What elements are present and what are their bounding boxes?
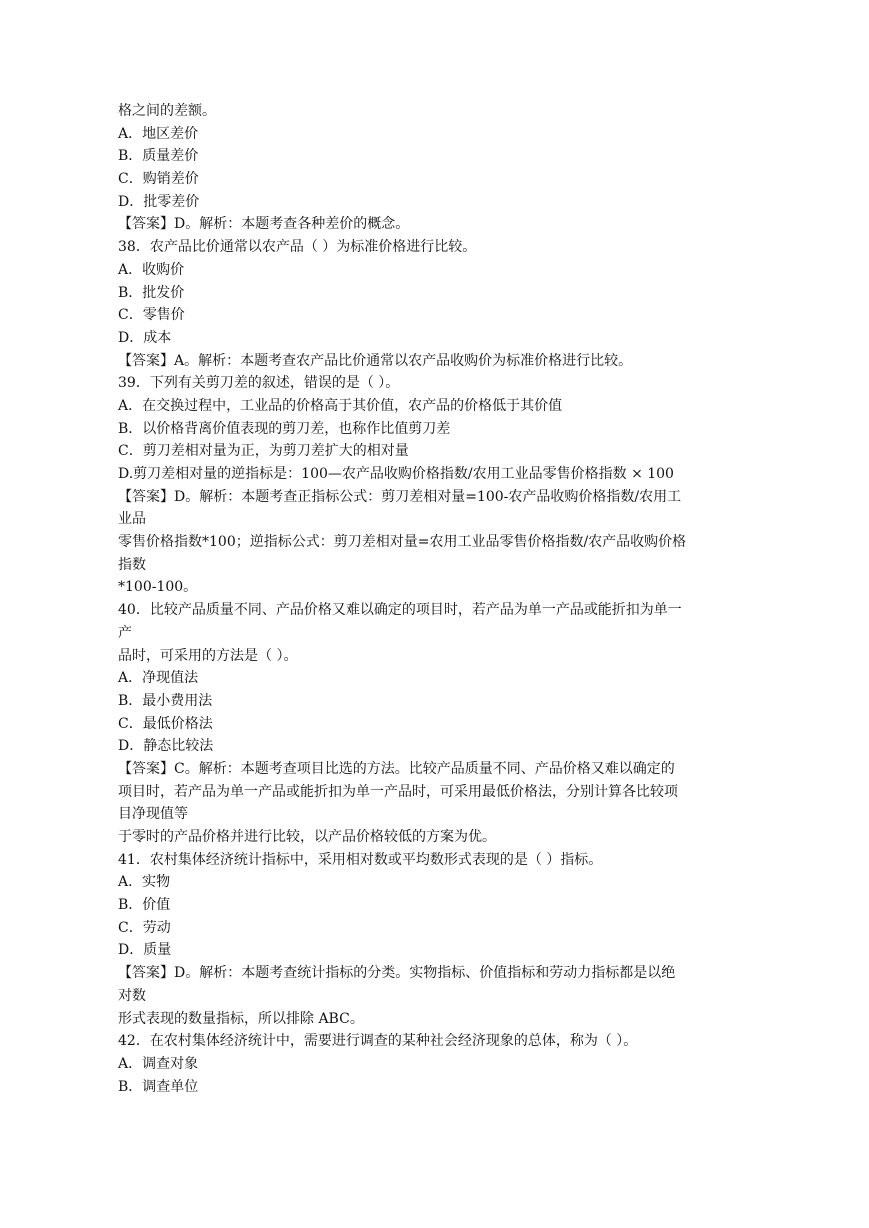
option-a: A．在交换过程中，工业品的价格高于其价值，农产品的价格低于其价值 — [118, 397, 563, 414]
question-41: 41．农村集体经济统计指标中，采用相对数或平均数形式表现的是（ ）指标。 — [118, 851, 603, 868]
option-d: D．质量 — [118, 942, 172, 959]
option-c: C．购销差价 — [118, 171, 199, 188]
option-a: A．收购价 — [118, 261, 185, 278]
answer-line: 【答案】D。解析：本题考查正指标公式：剪刀差相对量=100-农产品收购价格指数/农用工 — [118, 488, 682, 505]
option-b: B．质量差价 — [118, 148, 199, 165]
text-line: *100-100。 — [118, 579, 198, 596]
answer-line: 【答案】D。解析：本题考查统计指标的分类。实物指标、价值指标和劳动力指标都是以绝 — [118, 965, 676, 982]
option-a: A．地区差价 — [118, 125, 199, 142]
answer-line: 【答案】D。解析：本题考查各种差价的概念。 — [118, 216, 410, 233]
text-line: 指数 — [118, 556, 146, 573]
answer-line: 【答案】A。解析：本题考查农产品比价通常以农产品收购价为标准价格进行比较。 — [118, 352, 633, 369]
option-a: A．净现值法 — [118, 670, 199, 687]
option-b: B．最小费用法 — [118, 692, 213, 709]
document-page — [118, 100, 743, 1098]
text-line: 业品 — [118, 511, 146, 528]
text-line: 产 — [118, 624, 132, 641]
question-39: 39．下列有关剪刀差的叙述，错误的是（ ）。 — [118, 375, 400, 392]
option-c: C．劳动 — [118, 919, 171, 936]
option-a: A．实物 — [118, 874, 171, 891]
text-line: 对数 — [118, 987, 146, 1004]
option-d: D．批零差价 — [118, 193, 200, 210]
option-d: D．静态比较法 — [118, 738, 214, 755]
question-42: 42．在农村集体经济统计中，需要进行调查的某种社会经济现象的总体，称为（ ）。 — [118, 1033, 638, 1050]
text-line: 形式表现的数量指标，所以排除 ABC。 — [118, 1010, 364, 1027]
text-line: 零售价格指数*100；逆指标公式：剪刀差相对量=农用工业品零售价格指数/农产品收购价格 — [118, 534, 687, 551]
option-a: A．调查对象 — [118, 1055, 199, 1072]
text-line: 目净现值等 — [118, 806, 188, 823]
option-d: D．成本 — [118, 329, 172, 346]
option-c: C．零售价 — [118, 307, 185, 324]
text-line: 于零时的产品价格并进行比较，以产品价格较低的方案为优。 — [118, 829, 496, 845]
option-b: B．批发价 — [118, 284, 185, 301]
answer-line: 【答案】C。解析：本题考查项目比选的方法。比较产品质量不同、产品价格又难以确定的 — [118, 760, 675, 777]
text-line: 品时，可采用的方法是（ ）。 — [118, 647, 298, 664]
option-b: B．以价格背离价值表现的剪刀差，也称作比值剪刀差 — [118, 420, 451, 437]
question-38: 38．农产品比价通常以农产品（ ）为标准价格进行比较。 — [118, 239, 477, 256]
question-40: 40．比较产品质量不同、产品价格又难以确定的项目时，若产品为单一产品或能折扣为单一 — [118, 602, 682, 619]
text-line: 格之间的差额。 — [118, 103, 216, 119]
option-b: B．调查单位 — [118, 1078, 199, 1095]
option-c: C．剪刀差相对量为正，为剪刀差扩大的相对量 — [118, 443, 409, 460]
text-line: 项目时，若产品为单一产品或能折扣为单一产品时，可采用最低价格法，分别计算各比较项 — [118, 783, 678, 800]
option-d: D.剪刀差相对量的逆指标是：100—农产品收购价格指数/农用工业品零售价格指数 × 100 — [118, 466, 674, 482]
option-b: B．价值 — [118, 897, 171, 914]
option-c: C．最低价格法 — [118, 715, 213, 732]
